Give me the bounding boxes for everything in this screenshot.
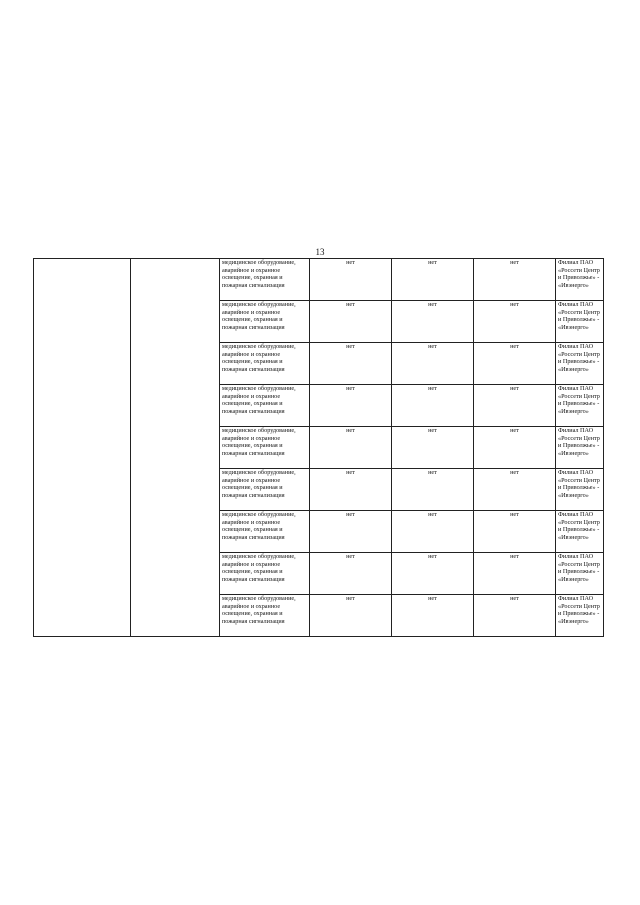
col4-cell: нет xyxy=(310,469,392,511)
col5-cell: нет xyxy=(392,427,474,469)
col4-cell: нет xyxy=(310,301,392,343)
col5-cell: нет xyxy=(392,343,474,385)
col5-cell: нет xyxy=(392,595,474,637)
col6-cell: нет xyxy=(474,343,556,385)
description-cell: медицинское оборудование, аварийное и охранное освещение, охранная и пожарная сигнализация xyxy=(220,259,310,301)
owner-cell: Филиал ПАО «Россети Центр и Приволжье» - «Ивэнерго» xyxy=(556,553,604,595)
col6-cell: нет xyxy=(474,385,556,427)
col6-cell: нет xyxy=(474,301,556,343)
description-cell: медицинское оборудование, аварийное и охранное освещение, охранная и пожарная сигнализация xyxy=(220,301,310,343)
col5-cell: нет xyxy=(392,469,474,511)
col6-cell: нет xyxy=(474,469,556,511)
col4-cell: нет xyxy=(310,427,392,469)
col4-cell: нет xyxy=(310,343,392,385)
col5-cell: нет xyxy=(392,385,474,427)
description-cell: медицинское оборудование, аварийное и охранное освещение, охранная и пожарная сигнализация xyxy=(220,343,310,385)
owner-cell: Филиал ПАО «Россети Центр и Приволжье» - «Ивэнерго» xyxy=(556,511,604,553)
col6-cell: нет xyxy=(474,259,556,301)
table-row xyxy=(34,259,604,301)
page-number: 13 xyxy=(315,247,325,257)
description-cell: медицинское оборудование, аварийное и охранное освещение, охранная и пожарная сигнализация xyxy=(220,511,310,553)
col4-cell: нет xyxy=(310,511,392,553)
description-cell: медицинское оборудование, аварийное и охранное освещение, охранная и пожарная сигнализация xyxy=(220,553,310,595)
col4-cell: нет xyxy=(310,595,392,637)
owner-cell: Филиал ПАО «Россети Центр и Приволжье» - «Ивэнерго» xyxy=(556,595,604,637)
description-cell: медицинское оборудование, аварийное и охранное освещение, охранная и пожарная сигнализация xyxy=(220,427,310,469)
col4-cell: нет xyxy=(310,553,392,595)
owner-cell: Филиал ПАО «Россети Центр и Приволжье» - «Ивэнерго» xyxy=(556,343,604,385)
description-cell: медицинское оборудование, аварийное и охранное освещение, охранная и пожарная сигнализация xyxy=(220,385,310,427)
owner-cell: Филиал ПАО «Россети Центр и Приволжье» - «Ивэнерго» xyxy=(556,469,604,511)
col5-cell: нет xyxy=(392,259,474,301)
table-body xyxy=(34,259,604,637)
col4-cell: нет xyxy=(310,385,392,427)
col5-cell: нет xyxy=(392,511,474,553)
col6-cell: нет xyxy=(474,553,556,595)
merged-cell-col2 xyxy=(131,259,220,637)
owner-cell: Филиал ПАО «Россети Центр и Приволжье» - «Ивэнерго» xyxy=(556,259,604,301)
description-cell: медицинское оборудование, аварийное и охранное освещение, охранная и пожарная сигнализация xyxy=(220,469,310,511)
owner-cell: Филиал ПАО «Россети Центр и Приволжье» - «Ивэнерго» xyxy=(556,427,604,469)
col6-cell: нет xyxy=(474,511,556,553)
col6-cell: нет xyxy=(474,595,556,637)
col6-cell: нет xyxy=(474,427,556,469)
merged-cell-col1 xyxy=(34,259,131,637)
owner-cell: Филиал ПАО «Россети Центр и Приволжье» - «Ивэнерго» xyxy=(556,385,604,427)
col5-cell: нет xyxy=(392,301,474,343)
description-cell: медицинское оборудование, аварийное и охранное освещение, охранная и пожарная сигнализация xyxy=(220,595,310,637)
data-table xyxy=(33,258,604,637)
col5-cell: нет xyxy=(392,553,474,595)
owner-cell: Филиал ПАО «Россети Центр и Приволжье» - «Ивэнерго» xyxy=(556,301,604,343)
col4-cell: нет xyxy=(310,259,392,301)
